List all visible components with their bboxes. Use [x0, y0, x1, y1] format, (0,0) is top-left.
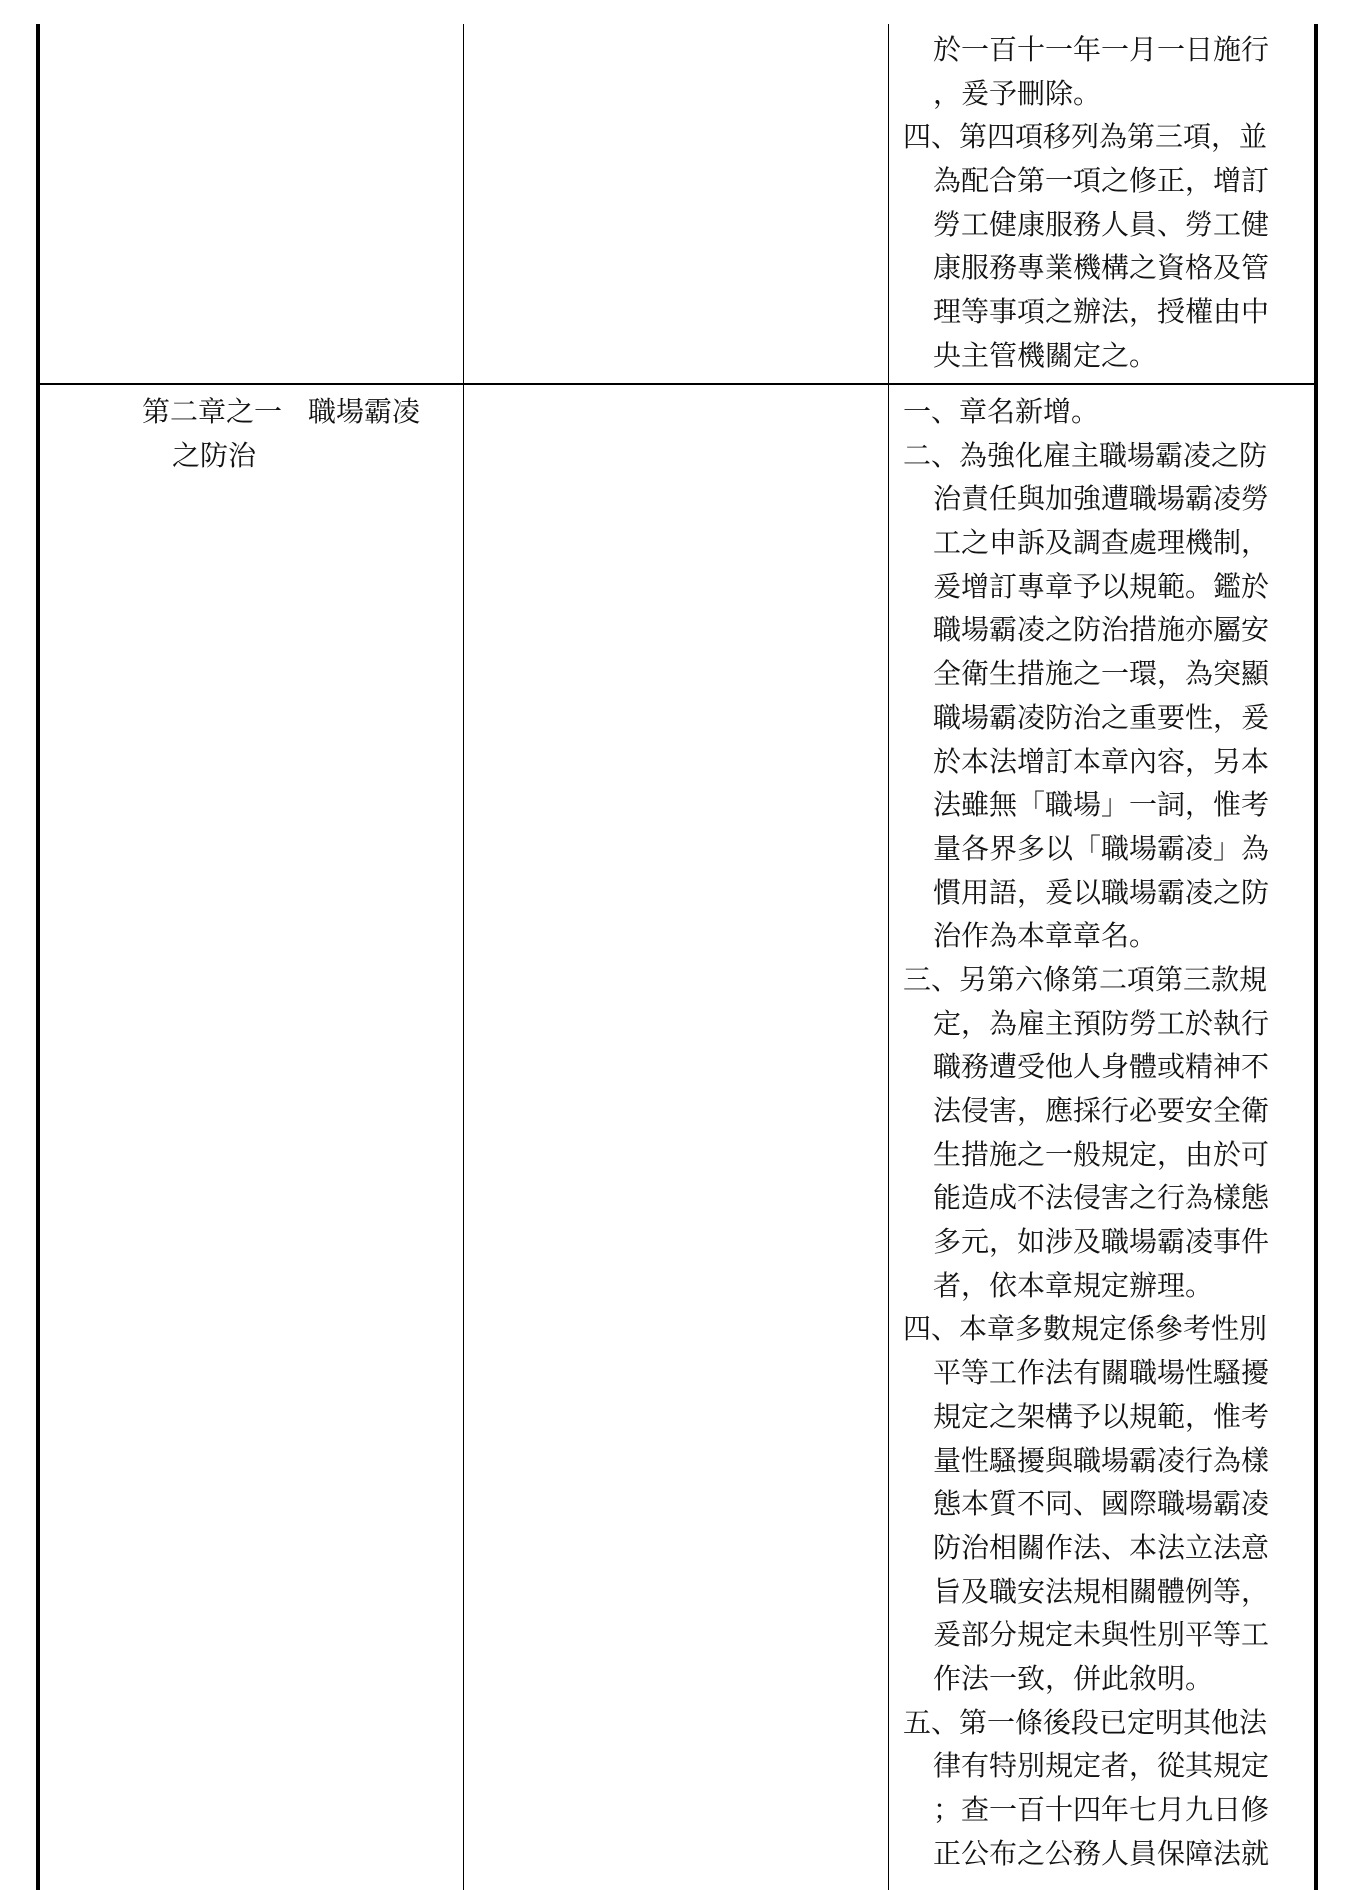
explanation-item: 三、另第六條第二項第三款規 — [903, 962, 1268, 996]
explanation-line: 慣用語，爰以職場霸凌之防 — [933, 875, 1270, 909]
explanation-line: 法侵害，應採行必要安全衛 — [933, 1094, 1270, 1127]
explanation-line: 多元，如涉及職場霸凌事件 — [933, 1225, 1270, 1259]
explanation-line: 於本法增訂本章內容，另本 — [933, 744, 1270, 778]
chapter-heading-line — [142, 390, 462, 434]
explanation-line: 法雖無「職場」一詞，惟考 — [933, 788, 1270, 822]
chapter-name: 職場霸凌 — [308, 395, 421, 428]
chapter-name-continued: 之防治 — [172, 438, 257, 472]
explanation-line: 治作為本章章名。 — [933, 919, 1158, 953]
explanation-line: 康服務專業機構之資格及管 — [933, 251, 1270, 285]
explanation-line: 工之申訴及調查處理機制， — [933, 526, 1270, 560]
explanation-line: 規定之架構予以規範，惟考 — [933, 1399, 1270, 1433]
column-divider-1 — [463, 24, 464, 1890]
row1-explanation — [903, 28, 1311, 378]
explanation-line: 生措施之一般規定，由於可 — [933, 1137, 1270, 1171]
explanation-line: 態本質不同、國際職場霸凌 — [933, 1487, 1270, 1521]
explanation-line: 理等事項之辦法，授權由中 — [933, 295, 1270, 329]
table-border-right — [1314, 24, 1318, 1890]
explanation-line: 作法一致，併此敘明。 — [933, 1661, 1214, 1695]
explanation-line: 平等工作法有關職場性騷擾 — [933, 1356, 1270, 1390]
chapter-heading — [142, 390, 462, 477]
chapter-title: 第二章之一 — [142, 395, 283, 428]
explanation-line: 量性騷擾與職場霸凌行為樣 — [933, 1443, 1270, 1477]
explanation-line: 職場霸凌防治之重要性，爰 — [933, 700, 1270, 734]
explanation-line: 職務遭受他人身體或精神不 — [933, 1050, 1270, 1084]
explanation-line: 能造成不法侵害之行為樣態 — [933, 1181, 1270, 1215]
explanation-line: 爰部分規定未與性別平等工 — [933, 1618, 1270, 1652]
explanation-line: 防治相關作法、本法立法意 — [933, 1530, 1270, 1564]
explanation-line: 全衛生措施之一環，為突顯 — [933, 657, 1270, 691]
explanation-item: 四、第四項移列為第三項，並 — [903, 120, 1268, 154]
row-divider — [36, 383, 1318, 385]
explanation-item: 二、為強化雇主職場霸凌之防 — [903, 438, 1268, 472]
explanation-item: 四、本章多數規定係參考性別 — [903, 1312, 1268, 1346]
explanation-line: 正公布之公務人員保障法就 — [933, 1836, 1270, 1870]
column-divider-2 — [888, 24, 889, 1890]
table-border-left — [36, 24, 40, 1890]
explanation-line: 量各界多以「職場霸凌」為 — [933, 831, 1270, 865]
explanation-line: 勞工健康服務人員、勞工健 — [933, 207, 1270, 241]
explanation-line: 治責任與加強遭職場霸凌勞 — [933, 482, 1270, 516]
row2-explanation — [903, 390, 1311, 1875]
explanation-item: 五、第一條後段已定明其他法 — [903, 1705, 1268, 1739]
explanation-item: 一、章名新增。 — [903, 395, 1100, 428]
explanation-line: 旨及職安法規相關體例等， — [933, 1574, 1270, 1608]
explanation-line: 者，依本章規定辦理。 — [933, 1268, 1214, 1302]
explanation-line: 律有特別規定者，從其規定 — [933, 1749, 1270, 1783]
explanation-line: ，爰予刪除。 — [933, 76, 1102, 110]
explanation-line: 央主管機關定之。 — [933, 338, 1158, 372]
explanation-line: ；查一百十四年七月九日修 — [933, 1793, 1270, 1826]
explanation-line: 爰增訂專章予以規範。鑑於 — [933, 569, 1270, 603]
explanation-line: 於一百十一年一月一日施行 — [933, 33, 1270, 66]
explanation-line: 為配合第一項之修正，增訂 — [933, 164, 1270, 198]
explanation-line: 定，為雇主預防勞工於執行 — [933, 1006, 1270, 1040]
explanation-line: 職場霸凌之防治措施亦屬安 — [933, 613, 1270, 647]
